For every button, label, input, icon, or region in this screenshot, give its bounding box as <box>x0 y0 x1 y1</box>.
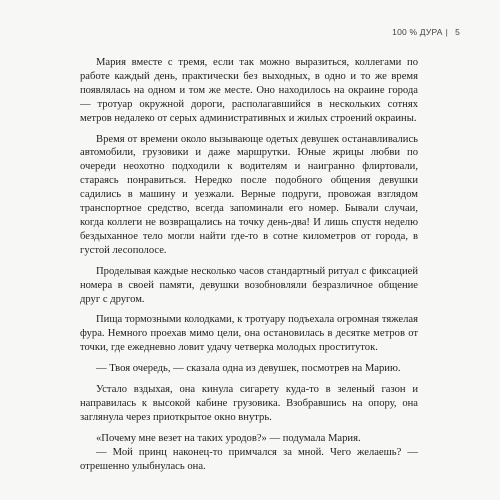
body-text <box>80 56 418 473</box>
paragraph: Время от времени около вызывающе одетых девушек останавливались автомобили, грузовики и даже маршрутки. Юные жрицы любви по очереди неохотно подходили к водителям и наигранно флиртовали, стараясь понравиться. Нередко после подобного общения девушки садились в машину и уезжали. Верные подруги, провожая взглядом транспортное средство, всегда запоминали его номер. Бывали случаи, когда коллеги не возвращались на точку день-два! И лишь спустя неделю бездыханное тело могли найти где-то в сотне километров от города, в густой лесополосе. <box>80 133 418 256</box>
book-title: 100 % ДУРА <box>392 27 443 37</box>
paragraph: — Мой принц наконец-то примчался за мной. Чего желаешь? — отрешенно улыбнулась она. <box>80 446 418 472</box>
page-number: 5 <box>455 27 460 37</box>
running-header <box>392 27 460 37</box>
paragraph: Пища тормозными колодками, к тротуару подъехала огромная тяжелая фура. Немного проехав мимо цели, она остановилась в десятке метров от точки, где ежедневно ловит удачу четверка молодых проституток. <box>80 314 418 354</box>
paragraph: — Твоя очередь, — сказала одна из девушек, посмотрев на Марию. <box>96 363 401 375</box>
paragraph: Проделывая каждые несколько часов стандартный ритуал с фиксацией номера в своей памяти, девушки возобновляли безразличное общение друг с другом. <box>80 265 418 305</box>
header-separator: | <box>445 27 449 37</box>
paragraph: «Почему мне везет на таких уродов?» — подумала Мария. <box>96 432 361 444</box>
paragraph: Мария вместе с тремя, если так можно выразиться, коллегами по работе каждый день, практически без выходных, в одно и то же время появлялась на одном и том же месте. Оно находилось на окраине города — тротуар окружной дороги, располагавшийся в нескольких сотнях метров недалеко от серых административных и жилых строений окраины. <box>80 57 418 124</box>
paragraph: Устало вздыхая, она кинула сигарету куда-то в зеленый газон и направилась к высокой кабине грузовика. Взобравшись на опору, она заглянула через приоткрытое окно внутрь. <box>80 384 418 423</box>
